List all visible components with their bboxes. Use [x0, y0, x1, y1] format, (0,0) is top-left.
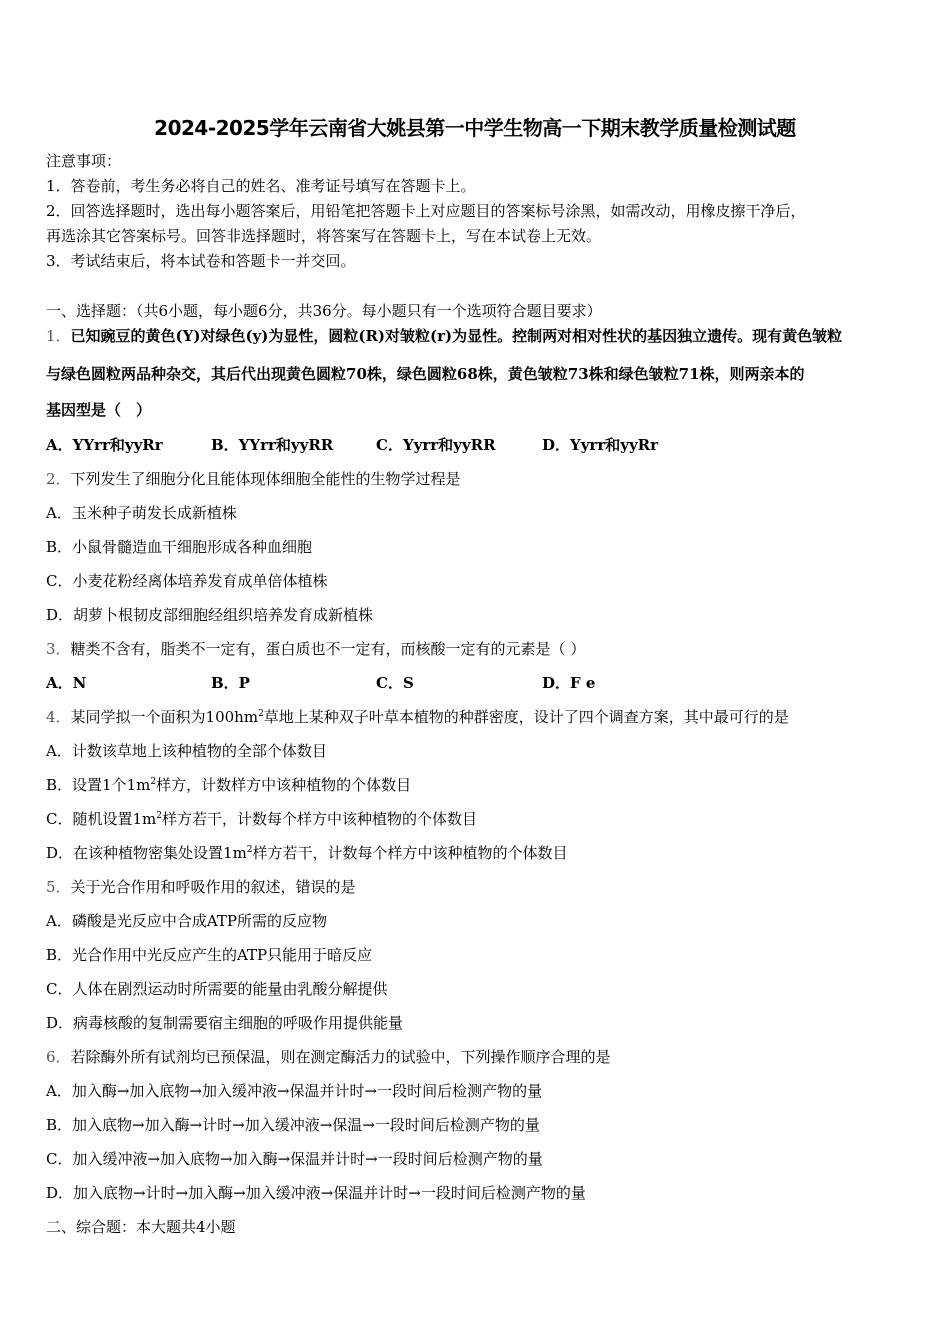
notice-item: 再选涂其它答案标号。回答非选择题时，将答案写在答题卡上，写在本试卷上无效。	[46, 227, 602, 245]
question-number: 5．	[46, 878, 71, 896]
option-b: B．光合作用中光反应产生的ATP只能用于暗反应	[46, 946, 373, 964]
question-number: 4．	[46, 708, 71, 726]
option-d: D．F e	[542, 674, 596, 692]
option-d: D．Yyrr和yyRr	[542, 436, 659, 454]
question-number: 3．	[46, 640, 71, 658]
question-1-stem-line: 与绿色圆粒两品种杂交，其后代出现黄色圆粒70株，绿色圆粒68株，黄色皱粒73株和绿色皱粒71株，则两亲本的	[46, 365, 805, 383]
option-c: C．人体在剧烈运动时所需要的能量由乳酸分解提供	[46, 980, 388, 998]
question-5-stem: 5．关于光合作用和呼吸作用的叙述，错误的是	[46, 878, 356, 896]
option-b: B．P	[211, 674, 250, 692]
question-number: 2．	[46, 470, 71, 488]
section-heading: 一、选择题：（共6小题，每小题6分，共36分。每小题只有一个选项符合题目要求）	[46, 302, 602, 320]
option-c: C．S	[376, 674, 414, 692]
question-6-stem: 6．若除酶外所有试剂均已预保温，则在测定酶活力的试验中，下列操作顺序合理的是	[46, 1048, 611, 1066]
question-1-stem: 1．已知豌豆的黄色(Y)对绿色(y)为显性，圆粒(R)对皱粒(r)为显性。控制两对相对性状的基因独立遗传。现有黄色皱粒	[46, 327, 843, 345]
option-b: B．YYrr和yyRR	[211, 436, 334, 454]
option-a: A．玉米种子萌发长成新植株	[46, 504, 237, 522]
option-c: C．Yyrr和yyRR	[376, 436, 496, 454]
question-4-stem: 4．某同学拟一个面积为$100hm^2$草地上某种双子叶草本植物的种群密度，设计了四个调查方案，其中最可行的是	[46, 708, 789, 726]
option-b: B．小鼠骨髓造血干细胞形成各种血细胞	[46, 538, 313, 556]
option-c: C．随机设置$1m^2$样方若干，计数每个样方中该种植物的个体数目	[46, 810, 477, 828]
option-a: A．计数该草地上该种植物的全部个体数目	[46, 742, 327, 760]
section-heading: 二、综合题：本大题共4小题	[46, 1218, 236, 1236]
option-d: D．加入底物→计时→加入酶→加入缓冲液→保温并计时→一段时间后检测产物的量	[46, 1184, 586, 1202]
option-d: D．在该种植物密集处设置$1m^2$样方若干，计数每个样方中该种植物的个体数目	[46, 844, 568, 862]
notice-item: 3．考试结束后，将本试卷和答题卡一并交回。	[46, 252, 356, 270]
option-a: A．N	[46, 674, 87, 692]
page-title: 2024-2025学年云南省大姚县第一中学生物高一下期末教学质量检测试题	[154, 116, 796, 140]
option-b: B．设置1个$1m^2$样方，计数样方中该种植物的个体数目	[46, 776, 412, 794]
option-b: B．加入底物→加入酶→计时→加入缓冲液→保温→一段时间后检测产物的量	[46, 1116, 540, 1134]
option-c: C．小麦花粉经离体培养发育成单倍体植株	[46, 572, 328, 590]
question-number: 6．	[46, 1048, 71, 1066]
question-number: 1．	[46, 327, 71, 345]
option-a: A．YYrr和yyRr	[46, 436, 163, 454]
option-d: D．病毒核酸的复制需要宿主细胞的呼吸作用提供能量	[46, 1014, 404, 1032]
question-2-stem: 2．下列发生了细胞分化且能体现体细胞全能性的生物学过程是	[46, 470, 461, 488]
notice-item: 1．答卷前，考生务必将自己的姓名、准考证号填写在答题卡上。	[46, 177, 476, 195]
option-c: C．加入缓冲液→加入底物→加入酶→保温并计时→一段时间后检测产物的量	[46, 1150, 543, 1168]
option-a: A．磷酸是光反应中合成ATP所需的反应物	[46, 912, 327, 930]
notice-item: 2．回答选择题时，选出每小题答案后，用铅笔把答题卡上对应题目的答案标号涂黑，如需改动，用橡皮擦干净后，	[46, 202, 806, 220]
option-a: A．加入酶→加入底物→加入缓冲液→保温并计时→一段时间后检测产物的量	[46, 1082, 543, 1100]
question-1-stem-line: 基因型是（ ）	[46, 401, 152, 419]
question-3-stem: 3．糖类不含有，脂类不一定有，蛋白质也不一定有，而核酸一定有的元素是（ ）	[46, 640, 586, 658]
option-d: D．胡萝卜根韧皮部细胞经组织培养发育成新植株	[46, 606, 374, 624]
notice-heading: 注意事项：	[46, 152, 122, 170]
